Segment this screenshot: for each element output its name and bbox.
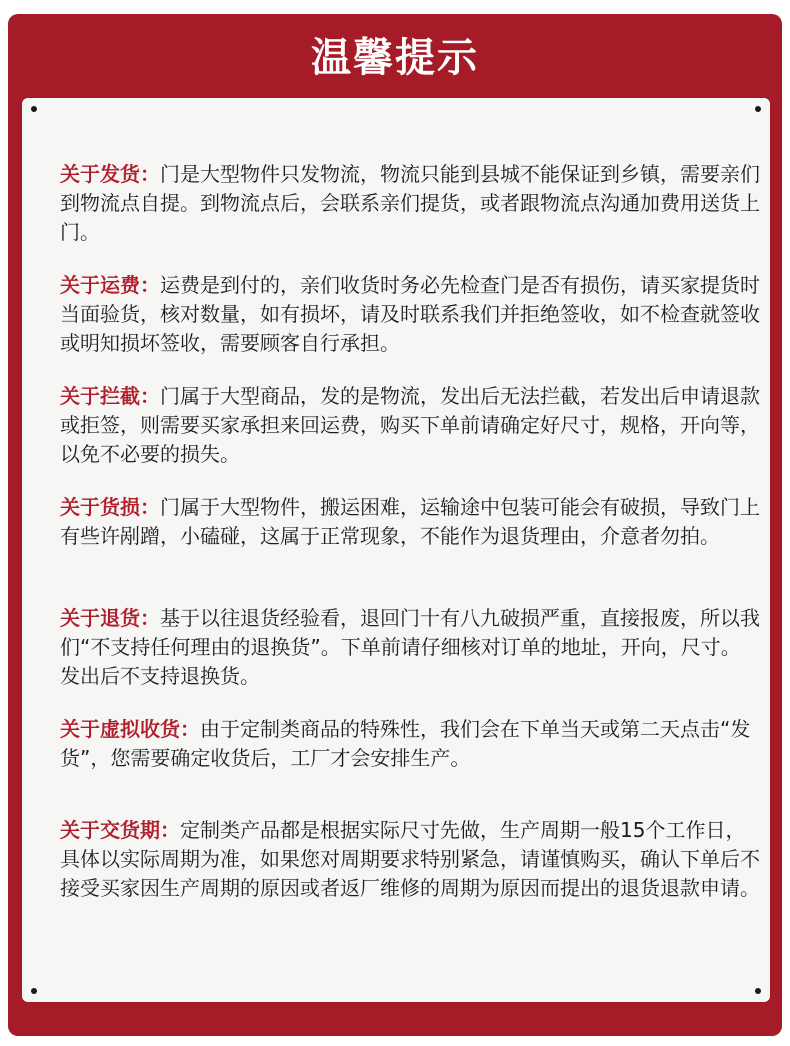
section-text: 由于定制类商品的特殊性，我们会在下单当天或第二天点击“发货”，您需要确定收货后，工厂才会安排生产。	[60, 717, 751, 770]
section-label: 关于发货：	[60, 162, 160, 186]
page-title: 温馨提示	[311, 35, 479, 81]
section-damage	[60, 493, 760, 551]
section-virtual-receipt	[60, 715, 760, 773]
corner-dot-icon	[755, 106, 761, 112]
section-delivery-period	[60, 816, 760, 903]
section-shipping	[60, 160, 760, 247]
section-text: 运费是到付的，亲们收货时务必先检查门是否有损伤，请买家提货时当面验货，核对数量，如有损坏，请及时联系我们并拒绝签收，如不检查就签收或明知损坏签收，需要顾客自行承担。	[60, 273, 760, 355]
section-text: 定制类产品都是根据实际尺寸先做，生产周期一般15个工作日，具体以实际周期为准，如果您对周期要求特别紧急，请谨慎购买，确认下单后不接受买家因生产周期的原因或者返厂维修的周期为原因而提出的退货退款申请。	[60, 818, 760, 900]
section-freight	[60, 271, 760, 358]
section-text: 基于以往退货经验看，退回门十有八九破损严重，直接报废，所以我们“不支持任何理由的退换货”。下单前请仔细核对订单的地址，开向，尺寸。发出后不支持退换货。	[60, 606, 760, 688]
section-label: 关于交货期：	[60, 818, 180, 842]
section-text: 门属于大型物件，搬运困难，运输途中包装可能会有破损，导致门上有些许剐蹭，小磕碰，这属于正常现象，不能作为退货理由，介意者勿拍。	[60, 495, 760, 548]
section-text: 门属于大型商品，发的是物流，发出后无法拦截，若发出后申请退款或拒签，则需要买家承担来回运费，购买下单前请确定好尺寸，规格，开向等，以免不必要的损失。	[60, 384, 760, 466]
section-label: 关于虚拟收货：	[60, 717, 200, 741]
notice-panel	[22, 98, 770, 1002]
corner-dot-icon	[31, 988, 37, 994]
corner-dot-icon	[31, 106, 37, 112]
section-label: 关于运费：	[60, 273, 160, 297]
section-label: 关于货损：	[60, 495, 160, 519]
section-label: 关于拦截：	[60, 384, 160, 408]
corner-dot-icon	[755, 988, 761, 994]
section-returns	[60, 604, 760, 691]
section-label: 关于退货：	[60, 606, 160, 630]
section-interception	[60, 382, 760, 469]
section-text: 门是大型物件只发物流，物流只能到县城不能保证到乡镇，需要亲们到物流点自提。到物流点后，会联系亲们提货，或者跟物流点沟通加费用送货上门。	[60, 162, 760, 244]
